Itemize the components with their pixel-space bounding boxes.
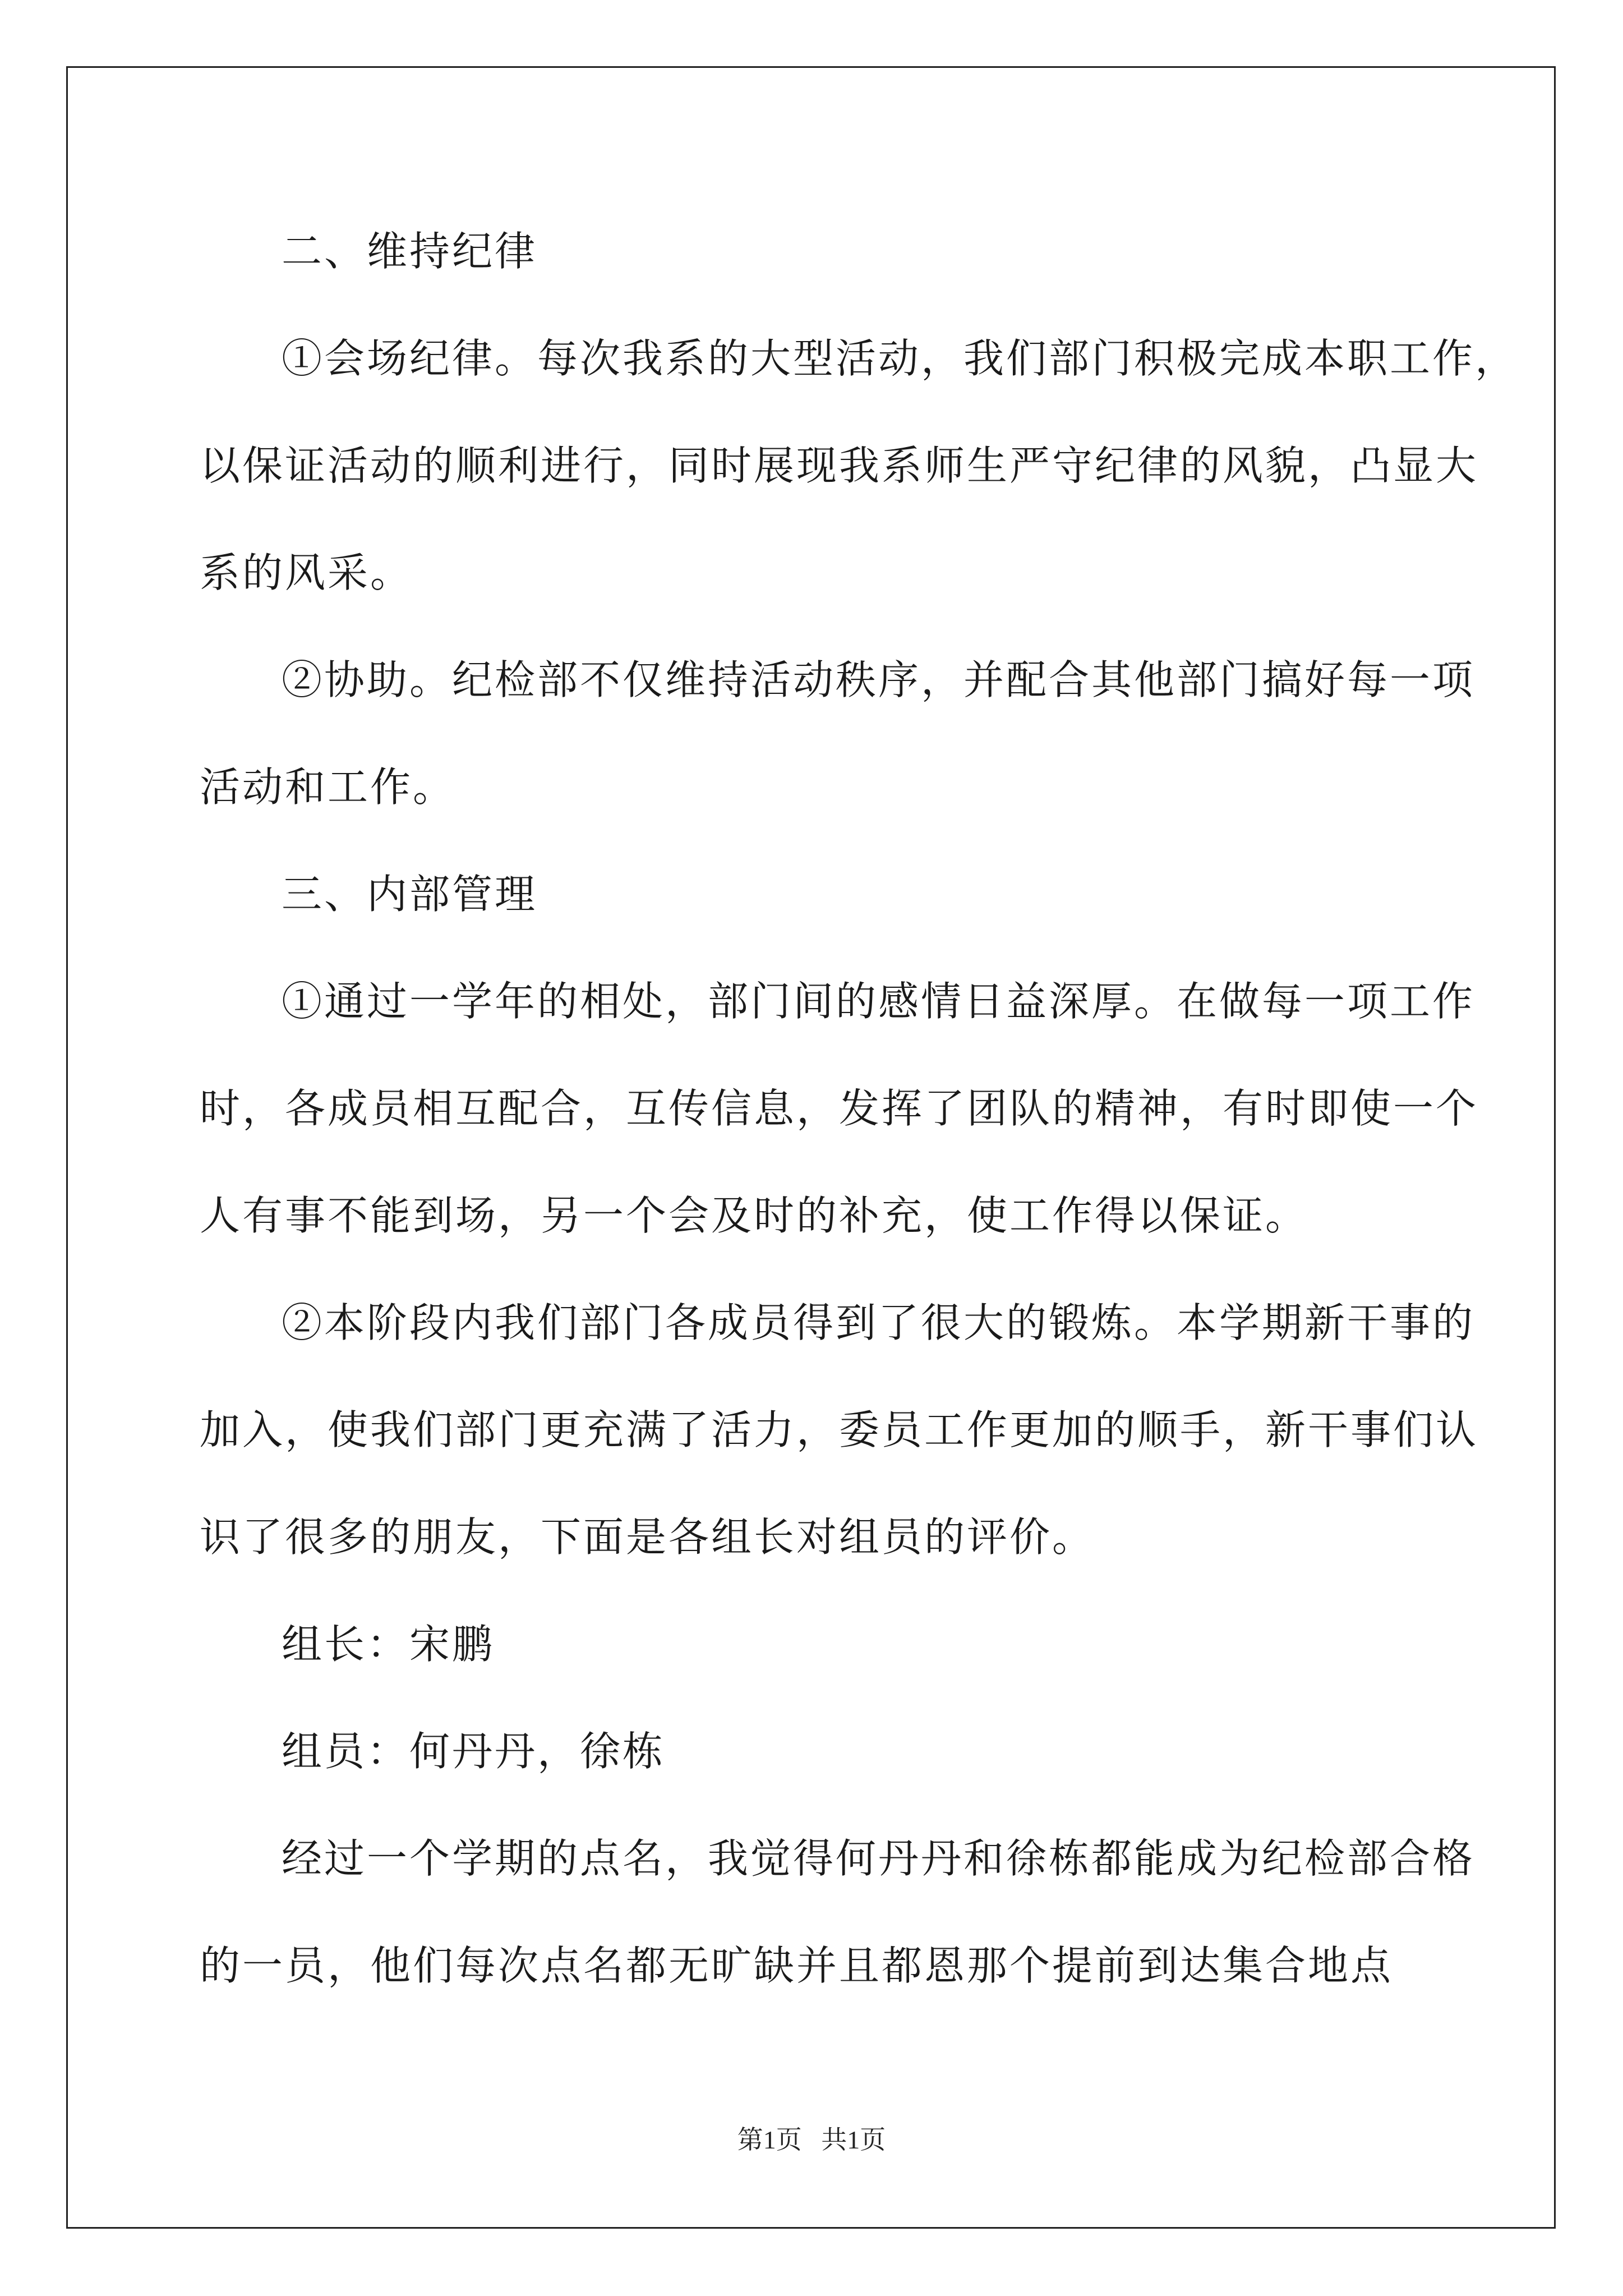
paragraph-line: 人有事不能到场，另一个会及时的补充，使工作得以保证。 <box>200 1192 1308 1239</box>
heading-maintain-discipline: 二、维持纪律 <box>282 228 538 275</box>
paragraph-line: 时，各成员相互配合，互传信息，发挥了团队的精神，有时即使一个 <box>200 1085 1479 1132</box>
page-number-footer: 第1页 共1页 <box>737 2125 886 2154</box>
group-leader-line: 组长：宋鹏 <box>282 1621 495 1668</box>
group-members-line: 组员：何丹丹，徐栋 <box>282 1728 666 1775</box>
paragraph-line: 经过一个学期的点名，我觉得何丹丹和徐栋都能成为纪检部合格 <box>282 1835 1476 1882</box>
paragraph-line: 加入，使我们部门更充满了活力，委员工作更加的顺手，新干事们认 <box>200 1406 1479 1453</box>
paragraph-line: ②本阶段内我们部门各成员得到了很大的锻炼。本学期新干事的 <box>282 1299 1476 1346</box>
paragraph-line: ①会场纪律。每次我系的大型活动，我们部门积极完成本职工作， <box>282 335 1518 382</box>
page-border <box>66 66 1556 2229</box>
paragraph-line: 识了很多的朋友，下面是各组长对组员的评价。 <box>200 1513 1095 1561</box>
paragraph-line: ①通过一学年的相处，部门间的感情日益深厚。在做每一项工作 <box>282 978 1476 1025</box>
heading-internal-management: 三、内部管理 <box>282 871 538 918</box>
paragraph-line: 系的风采。 <box>200 549 413 596</box>
paragraph-line: 的一员，他们每次点名都无旷缺并且都恩那个提前到达集合地点 <box>200 1942 1394 1989</box>
paragraph-line: 活动和工作。 <box>200 763 456 811</box>
paragraph-line: ②协助。纪检部不仅维持活动秩序，并配合其他部门搞好每一项 <box>282 656 1476 703</box>
paragraph-line: 以保证活动的顺利进行，同时展现我系师生严守纪律的风貌，凸显大 <box>200 442 1479 489</box>
